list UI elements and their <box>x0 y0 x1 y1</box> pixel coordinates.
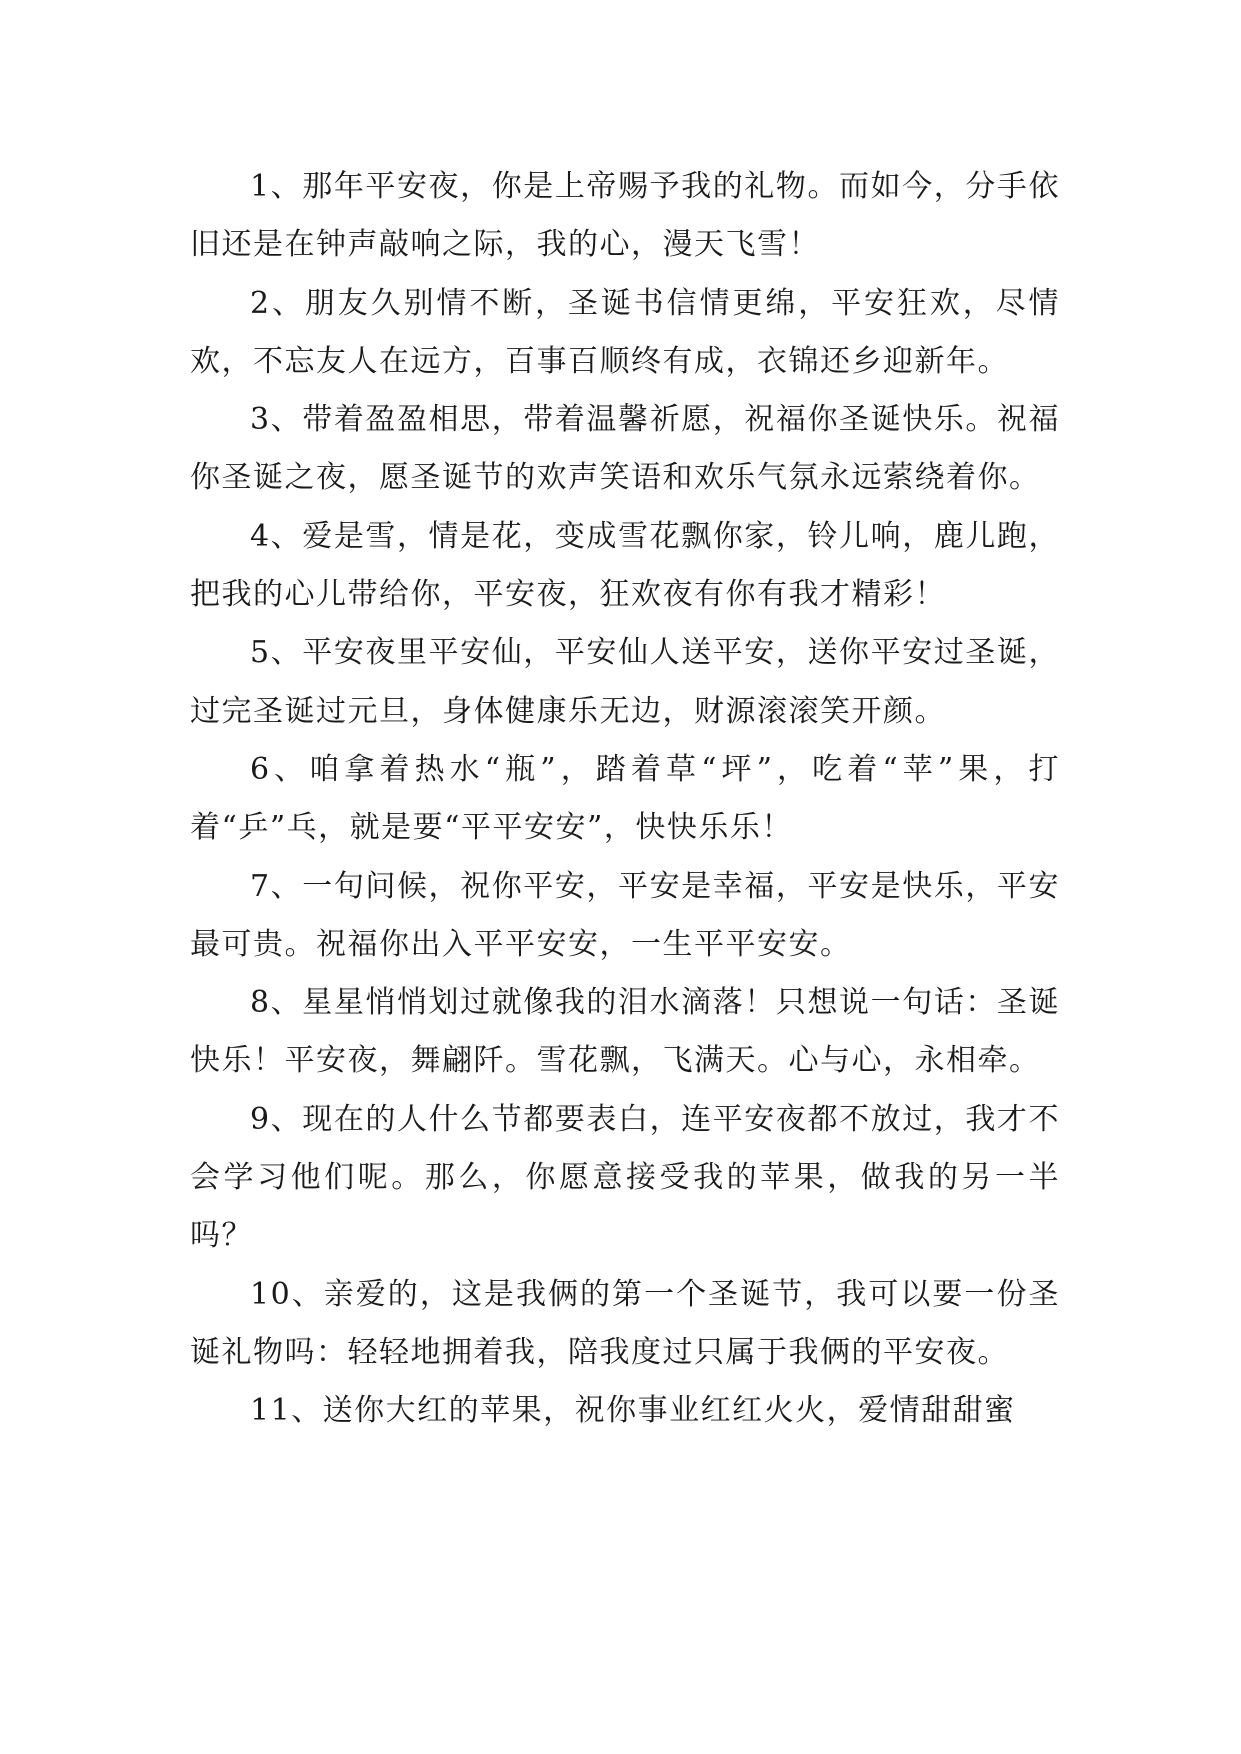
paragraph-1: 1、那年平安夜，你是上帝赐予我的礼物。而如今，分手依旧还是在钟声敲响之际，我的心，漫天飞雪！ <box>190 169 1060 263</box>
paragraph-10: 10、亲爱的，这是我俩的第一个圣诞节，我可以要一份圣诞礼物吗：轻轻地拥着我，陪我度过只属于我俩的平安夜。 <box>190 1276 1060 1370</box>
paragraph-6: 6、咱拿着热水“瓶”，踏着草“坪”，吃着“苹”果，打着“乒”乓，就是要“平平安安”，快快乐乐！ <box>190 751 1060 846</box>
paragraph-9: 9、现在的人什么节都要表白，连平安夜都不放过，我才不会学习他们呢。那么，你愿意接受我的苹果，做我的另一半吗？ <box>190 1101 1060 1254</box>
paragraph-2: 2、朋友久别情不断，圣诞书信情更绵，平安狂欢，尽情欢，不忘友人在远方，百事百顺终有成，衣锦还乡迎新年。 <box>190 285 1060 379</box>
paragraph-11: 11、送你大红的苹果，祝你事业红红火火，爱情甜甜蜜 <box>250 1393 1016 1429</box>
paragraph-3: 3、带着盈盈相思，带着温馨祈愿，祝福你圣诞快乐。祝福你圣诞之夜，愿圣诞节的欢声笑语和欢乐气氛永远萦绕着你。 <box>190 402 1060 496</box>
paragraph-5: 5、平安夜里平安仙，平安仙人送平安，送你平安过圣诞，过完圣诞过元旦，身体健康乐无边，财源滚滚笑开颜。 <box>190 635 1060 729</box>
paragraph-4: 4、爱是雪，情是花，变成雪花飘你家，铃儿响，鹿儿跑，把我的心儿带给你，平安夜，狂欢夜有你有我才精彩！ <box>190 518 1060 613</box>
paragraph-7: 7、一句问候，祝你平安，平安是幸福，平安是快乐，平安最可贵。祝福你出入平平安安，一生平平安安。 <box>190 868 1060 962</box>
document-body <box>190 158 1060 1441</box>
paragraph-8: 8、星星悄悄划过就像我的泪水滴落！只想说一句话：圣诞快乐！平安夜，舞翩阡。雪花飘，飞满天。心与心，永相牵。 <box>190 985 1060 1079</box>
